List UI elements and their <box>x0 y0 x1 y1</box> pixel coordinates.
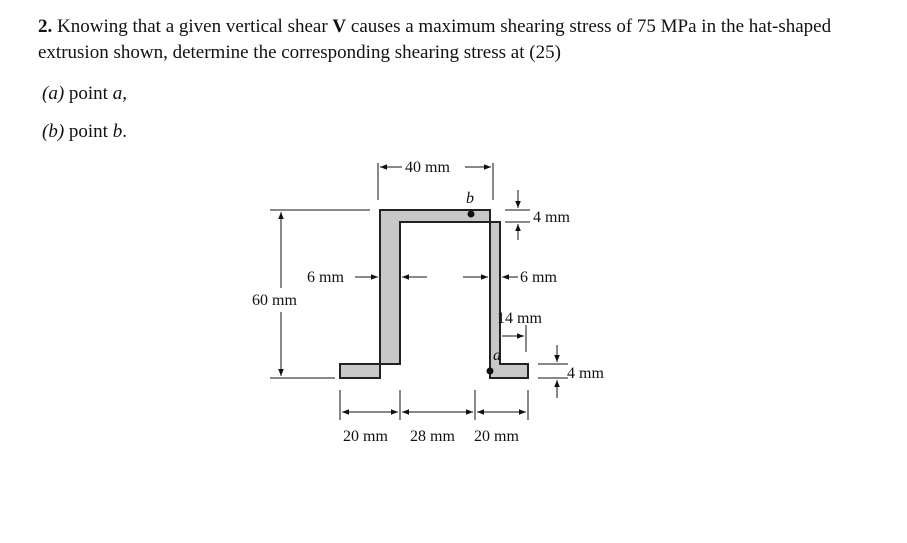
part-a-end: , <box>122 83 127 104</box>
part-a-point: a <box>112 83 123 104</box>
shear-symbol: V <box>332 16 347 37</box>
dimension-point-a-label: 14 mm <box>497 310 542 327</box>
dimension-bottom-thickness <box>538 345 568 398</box>
dimension-right-flange-label: 20 mm <box>474 428 519 445</box>
dimension-bottom-chain <box>340 390 528 420</box>
dimension-right-wall-label: 6 mm <box>520 269 557 286</box>
part-b-text: point <box>64 121 113 142</box>
dimension-left-wall-label: 6 mm <box>307 269 344 286</box>
dimension-point-a <box>502 325 526 352</box>
point-b-marker <box>468 211 475 218</box>
part-a-text: point <box>64 83 113 104</box>
part-b-point: b <box>112 121 123 142</box>
part-b-end: . <box>122 121 127 142</box>
part-a-tag: (a) <box>42 83 65 104</box>
dimension-top-thickness-label: 4 mm <box>533 209 570 226</box>
point-b-label: b <box>466 190 474 207</box>
dimension-top-thickness <box>505 190 530 240</box>
dimension-middle-label: 28 mm <box>410 428 455 445</box>
part-b-tag: (b) <box>42 121 65 142</box>
problem-number: 2. <box>38 16 53 37</box>
dimension-height-label: 60 mm <box>252 292 297 309</box>
problem-text-start: Knowing that a given vertical shear <box>52 16 333 37</box>
point-a-marker <box>487 368 494 375</box>
point-a-label: a <box>493 347 501 364</box>
dimension-bottom-thickness-label: 4 mm <box>567 365 604 382</box>
dimension-top-width-label: 40 mm <box>405 159 450 176</box>
dimension-left-flange-label: 20 mm <box>343 428 388 445</box>
problem-text-end: causes a maximum shearing stress of 75 MPa in the hat-shaped extrusion shown, determine the corresponding shearing stress at (25) <box>38 16 832 63</box>
